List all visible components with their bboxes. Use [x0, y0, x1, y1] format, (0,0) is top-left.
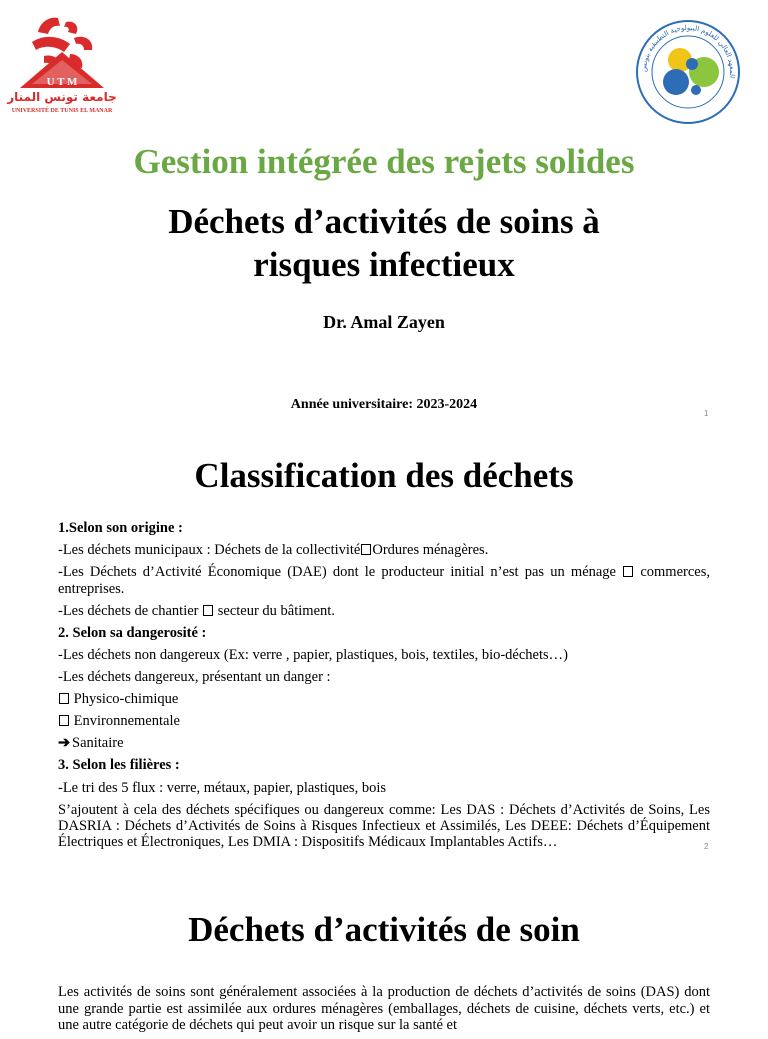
paragraph: S’ajoutent à cela des déchets spécifiques ou dangereux comme: Les DAS : Déchets d’Activités de Soins, Les DASRIA : Déchets d’Activités de Soins à Risques Infectieux et Assimilés, Les DEEE: Déchets d’Équipement Électriques et Électroniques, Les DMIA : Dispositifs Médicaux Implantables Actifs…	[58, 801, 710, 851]
slide-heading: Classification des déchets	[194, 456, 574, 495]
utm-logo-caption: UNIVERSITÉ DE TUNIS EL MANAR	[11, 108, 113, 114]
academic-year: Année universitaire: 2023-2024	[290, 397, 478, 412]
sub-list-item-text: Sanitaire	[72, 735, 124, 752]
list-item-text: -Les déchets municipaux : Déchets de la collectivité	[58, 542, 361, 559]
list-item: -Les déchets non dangereux (Ex: verre , papier, plastiques, bois, textiles, bio-déchets…)	[58, 646, 568, 663]
sub-list-item	[58, 691, 710, 708]
sub-list-item-text: Physico-chimique	[73, 691, 179, 708]
slide-body	[58, 984, 710, 1039]
slide-body	[58, 520, 710, 856]
institute-logo-ring-text: المعهد العالي للعلوم البيولوجية التطبيقية بتونس	[639, 23, 737, 79]
list-item-text: -Les déchets de chantier	[58, 602, 199, 619]
utm-university-logo	[7, 12, 117, 116]
course-subject-title: Gestion intégrée des rejets solides	[133, 142, 635, 181]
classification-slide	[0, 440, 768, 860]
list-item	[58, 542, 710, 559]
section-heading-danger: 2. Selon sa dangerosité :	[58, 624, 207, 641]
page-number: 1	[704, 409, 709, 418]
utm-logo-mark: U T M	[46, 76, 78, 88]
care-waste-slide	[0, 880, 768, 1033]
list-item-text: -Les Déchets d’Activité Économique (DAE) dont le producteur initial n’est pas un ménage	[58, 564, 616, 581]
list-item: -Le tri des 5 flux : verre, métaux, papier, plastiques, bois	[58, 779, 386, 796]
missing-glyph-icon	[361, 544, 371, 555]
arrow-right-icon: ➔	[58, 735, 71, 752]
section-heading-origin: 1.Selon son origine :	[58, 520, 183, 536]
list-item: -Les déchets dangereux, présentant un danger :	[58, 669, 331, 686]
title-line-1: Déchets d’activités de soins à	[168, 202, 600, 241]
list-item	[58, 564, 710, 597]
missing-glyph-icon	[59, 693, 69, 704]
paragraph: Les activités de soins sont généralement associées à la production de déchets d’activités de soins (DAS) dont une grande partie est assimilée aux ordures ménagères (emballages, déchets de cuisine, déchets verts, etc.) et une autre catégorie de déchets qui peut avoir un risque sur la santé et	[58, 984, 710, 1033]
utm-logo-arabic-name: جامعة تونس المنار	[7, 90, 117, 104]
list-item	[58, 603, 710, 620]
section-heading-streams: 3. Selon les filières :	[58, 757, 180, 774]
sub-list-item	[58, 713, 710, 730]
title-line-2: risques infectieux	[253, 245, 515, 284]
title-slide	[0, 0, 768, 430]
author-name: Dr. Amal Zayen	[323, 312, 445, 332]
list-item-text: Ordures ménagères.	[372, 542, 489, 559]
institute-logo	[634, 20, 742, 124]
list-item-text: commerces, entreprises.	[58, 564, 710, 597]
slide-heading: Déchets d’activités de soin	[188, 910, 580, 949]
sub-list-item	[58, 735, 710, 752]
missing-glyph-icon	[623, 566, 633, 577]
sub-list-item-text: Environnementale	[73, 713, 180, 730]
missing-glyph-icon	[203, 605, 213, 616]
list-item-text: secteur du bâtiment.	[217, 602, 335, 619]
page-number: 2	[704, 842, 709, 851]
missing-glyph-icon	[59, 715, 69, 726]
presentation-title	[84, 200, 684, 286]
